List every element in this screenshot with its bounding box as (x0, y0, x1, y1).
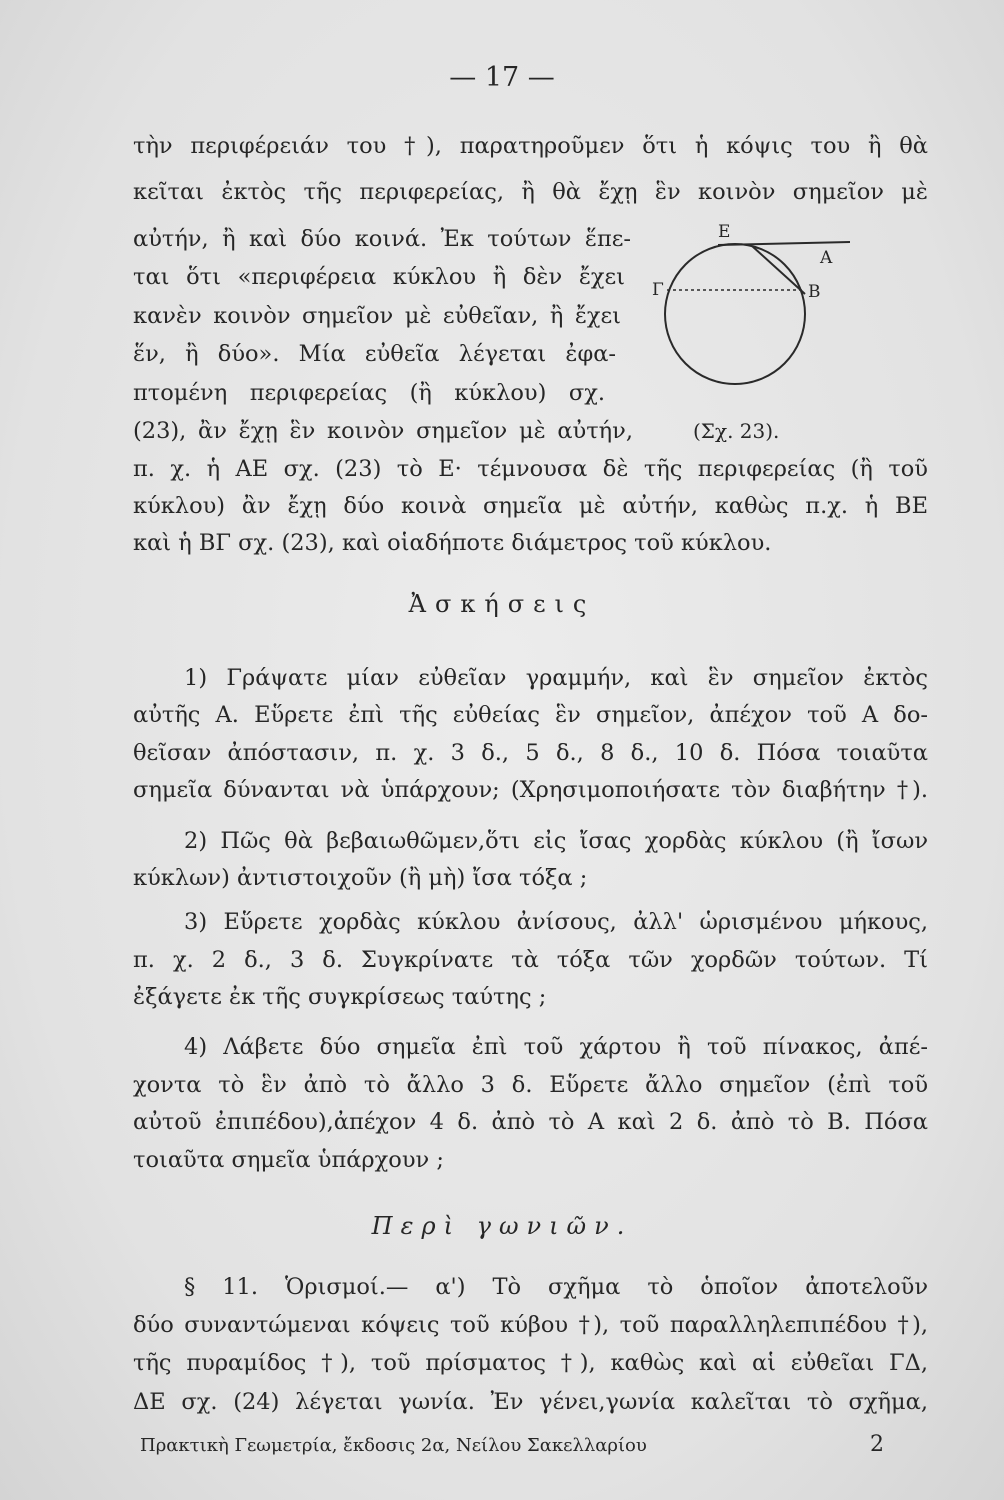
exercise-line: σημεῖα δύνανται νὰ ὑπάρχουν; (Χρησιμοποιήσατε τὸν διαβήτην †). (133, 777, 928, 803)
footer-text: Πρακτικὴ Γεωμετρία, ἔκδοσις 2α, Νείλου Σακελλαρίου (140, 1435, 647, 1456)
figure-caption: (Σχ. 23). (693, 419, 780, 443)
exercise-line: 1) Γράψατε μίαν εὐθεῖαν γραμμήν, καὶ ἓν σημεῖον ἐκτὸς (184, 665, 928, 691)
exercise-line: 2) Πῶς θὰ βεβαιωθῶμεν,ὅτι εἰς ἴσας χορδὰς κύκλου (ἢ ἴσων (184, 828, 928, 854)
text-line: κανὲν κοινὸν σημεῖον μὲ εὐθεῖαν, ἢ ἔχει (133, 303, 621, 329)
text-line: (23), ἂν ἔχῃ ἓν κοινὸν σημεῖον μὲ αὐτήν, (133, 418, 633, 444)
page-number: — 17 — (449, 62, 555, 93)
text-line: καὶ ἡ ΒΓ σχ. (23), καὶ οἱαδήποτε διάμετρος τοῦ κύκλου. (133, 530, 772, 556)
exercise-line: 3) Εὕρετε χορδὰς κύκλου ἀνίσους, ἀλλ' ὡρισμένου μήκους, (184, 909, 928, 935)
text-line: αὐτήν, ἢ καὶ δύο κοινά. Ἐκ τούτων ἕπε- (133, 226, 631, 252)
text-line: π. χ. ἡ ΑΕ σχ. (23) τὸ Ε· τέμνουσα δὲ τῆς περιφερείας (ἢ τοῦ (133, 456, 928, 482)
figure-label-g: Γ (652, 280, 664, 300)
section-line: ΔΕ σχ. (24) λέγεται γωνία. Ἐν γένει,γωνία καλεῖται τὸ σχῆμα, (133, 1389, 928, 1415)
text-line: κεῖται ἐκτὸς τῆς περιφερείας, ἢ θὰ ἔχῃ ἓν κοινὸν σημεῖον μὲ (133, 179, 928, 205)
section-line: δύο συναντώμεναι κόψεις τοῦ κύβου †), τοῦ παραλληλεπιπέδου †), (133, 1312, 928, 1338)
text-line: ται ὅτι «περιφέρεια κύκλου ἢ δὲν ἔχει (133, 264, 625, 290)
secant-line (752, 246, 805, 294)
exercise-line: χοντα τὸ ἓν ἀπὸ τὸ ἄλλο 3 δ. Εὕρετε ἄλλο σημεῖον (ἐπὶ τοῦ (133, 1072, 928, 1098)
section-heading: Περὶ γωνιῶν. (371, 1212, 633, 1240)
section-line: τῆς πυραμίδος †), τοῦ πρίσματος †), καθὼς καὶ αἱ εὐθεῖαι ΓΔ, (133, 1350, 928, 1376)
figure-label-e: E (718, 222, 731, 242)
text-line: πτομένη περιφερείας (ἢ κύκλου) σχ. (133, 380, 605, 406)
exercise-line: ἐξάγετε ἐκ τῆς συγκρίσεως ταύτης ; (133, 984, 547, 1010)
exercise-line: 4) Λάβετε δύο σημεῖα ἐπὶ τοῦ χάρτου ἢ τοῦ πίνακος, ἀπέ- (184, 1034, 928, 1060)
footer-signature: 2 (870, 1432, 884, 1457)
exercise-line: αὐτοῦ ἐπιπέδου),ἀπέχον 4 δ. ἀπὸ τὸ Α καὶ 2 δ. ἀπὸ τὸ Β. Πόσα (133, 1109, 928, 1135)
text-line: τὴν περιφέρειάν του †), παρατηροῦμεν ὅτι ἡ κόψις του ἢ θὰ (133, 133, 928, 159)
exercise-line: αὐτῆς Α. Εὕρετε ἐπὶ τῆς εὐθείας ἓν σημεῖον, ἀπέχον τοῦ Α δο- (133, 702, 928, 728)
text-line: κύκλου) ἂν ἔχῃ δύο κοινὰ σημεῖα μὲ αὐτήν, καθὼς π.χ. ἡ ΒΕ (133, 493, 928, 519)
section-line: § 11. Ὁρισμοί.— α') Τὸ σχῆμα τὸ ὁποῖον ἀποτελοῦν (184, 1274, 928, 1300)
figure-circle (665, 244, 805, 384)
circle-tangent-figure (640, 222, 850, 432)
exercises-heading: Ἀσκήσεις (408, 590, 596, 618)
text-line: ἕν, ἢ δύο». Μία εὐθεῖα λέγεται ἐφα- (133, 341, 616, 367)
figure-label-b: B (808, 282, 821, 302)
exercise-line: θεῖσαν ἀπόστασιν, π. χ. 3 δ., 5 δ., 8 δ., 10 δ. Πόσα τοιαῦτα (133, 740, 928, 766)
figure-label-a: A (820, 248, 833, 268)
exercise-line: π. χ. 2 δ., 3 δ. Συγκρίνατε τὰ τόξα τῶν χορδῶν τούτων. Τί (133, 947, 928, 973)
exercise-line: τοιαῦτα σημεῖα ὑπάρχουν ; (133, 1147, 444, 1173)
exercise-line: κύκλων) ἀντιστοιχοῦν (ἢ μὴ) ἴσα τόξα ; (133, 865, 588, 891)
